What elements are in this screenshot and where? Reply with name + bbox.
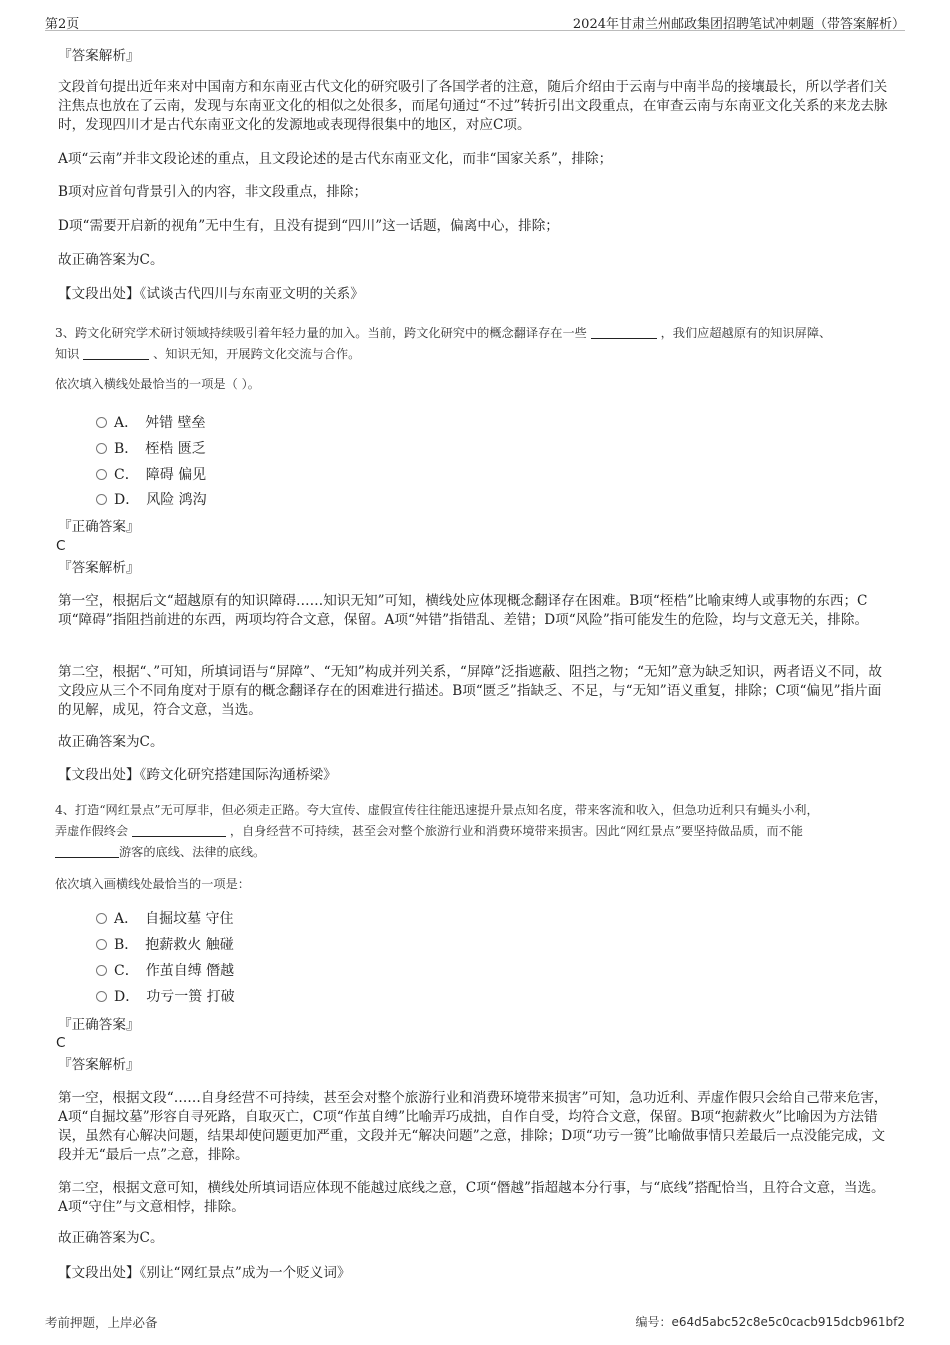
q4-source: 【文段出处】《别让“网红景点”成为一个贬义词》 (58, 1265, 351, 1281)
q4-blank-2 (55, 845, 119, 858)
radio-icon[interactable] (96, 443, 107, 454)
radio-icon[interactable] (96, 417, 107, 428)
q3-prompt: 依次填入横线处最恰当的一项是（ ）。 (55, 377, 260, 391)
q3-correct-label: 『正确答案』 (58, 519, 140, 535)
radio-icon[interactable] (96, 939, 107, 950)
q4-answer: C (56, 1035, 66, 1051)
page-number: 第2页 (45, 17, 80, 32)
q3-source: 【文段出处】《跨文化研究搭建国际沟通桥梁》 (58, 767, 337, 783)
radio-icon[interactable] (96, 913, 107, 924)
q3-analysis-para1: 第一空，根据后文“超越原有的知识障碍……知识无知”可知，横线处应体现概念翻译存在困难。B项“桎梏”比喻束缚人或事物的东西；C项“障碍”指阻挡前进的东西，两项均符合文意，保留。A项“舛错”指错乱、差错；D项“风险”指可能发生的危险，均与文意无关，排除。 (58, 593, 869, 628)
footer-code: 编号：e64d5abc52c8e5c0cacb915dcb961bf2 (635, 1315, 905, 1329)
radio-icon[interactable] (96, 494, 107, 505)
q2-analysis-para1: 文段首句提出近年来对中国南方和东南亚古代文化的研究吸引了各国学者的注意，随后介绍由于云南与中南半岛的接壤最长，所以学者们关注焦点也放在了云南，发现与东南亚文化的相似之处很多，而尾句通过“不过”转折引出文段重点，在审查云南与东南亚文化关系的来龙去脉时，发现四川才是古代东南亚文化的发源地或表现得很集中的地区，对应C项。 (58, 79, 888, 133)
q3-answer: C (56, 538, 66, 554)
q4-correct-label: 『正确答案』 (58, 1017, 140, 1033)
q4-prompt: 依次填入画横线处最恰当的一项是： (55, 877, 250, 891)
q4-option-a[interactable]: A． 自掘坟墓 守住 (96, 909, 234, 929)
q3-stem: 3、跨文化研究学术研讨领域持续吸引着年轻力量的加入。当前，跨文化研究中的概念翻译存在一些 ，我们应超越原有的知识屏障、 知识 、知识无知，开展跨文化交流与合作。 (55, 326, 832, 361)
q2-analysis-label: 『答案解析』 (58, 48, 140, 64)
page-footer (45, 1313, 905, 1331)
q3-analysis-para2: 第二空，根据“、”可知，所填词语与“屏障”、“无知”构成并列关系，“屏障”泛指遮蔽、阻挡之物；“无知”意为缺乏知识，两者语义不同，故文段应从三个不同角度对于原有的概念翻译存在的困难进行描述。B项“匮乏”指缺乏、不足，与“无知”语义重复，排除；C项“偏见”指片面的见解，成见，符合文意，当选。 (58, 664, 882, 718)
q3-option-a[interactable]: A． 舛错 壁垒 (96, 413, 206, 433)
q4-option-d[interactable]: D． 功亏一篑 打破 (96, 987, 235, 1007)
q4-option-b[interactable]: B． 抱薪救火 触碰 (96, 935, 234, 955)
radio-icon[interactable] (96, 965, 107, 976)
q3-blank-1 (591, 326, 657, 339)
radio-icon[interactable] (96, 469, 107, 480)
q4-option-c[interactable]: C． 作茧自缚 僭越 (96, 961, 234, 981)
q3-conclusion: 故正确答案为C。 (58, 734, 164, 750)
q4-analysis-label: 『答案解析』 (58, 1057, 140, 1073)
radio-icon[interactable] (96, 991, 107, 1002)
q3-option-b[interactable]: B． 桎梏 匮乏 (96, 439, 206, 459)
q4-stem: 4、打造“网红景点”无可厚非，但必须走正路。夸大宣传、虚假宣传往往能迅速提升景点知名度，带来客流和收入，但急功近利只有蝇头小利， 弄虚作假终会 ，自身经营不可持续，甚至会对整个旅游行业和消费环境带来损害。因此“网红景点”要坚持做品质，而不能 游客的底线、法律的底线。 (55, 803, 819, 859)
q2-analysis-d: D项“需要开启新的视角”无中生有，且没有提到“四川”这一话题，偏离中心，排除； (58, 218, 559, 234)
document-title: 2024年甘肃兰州邮政集团招聘笔试冲刺题（带答案解析） (572, 17, 905, 32)
page-header (45, 10, 905, 31)
q4-analysis-para2: 第二空，根据文意可知，横线处所填词语应体现不能越过底线之意，C项“僭越”指超越本分行事，与“底线”搭配恰当，且符合文意，当选。A项“守住”与文意相悖，排除。 (58, 1180, 885, 1215)
footer-slogan: 考前押题，上岸必备 (45, 1315, 158, 1330)
q2-conclusion: 故正确答案为C。 (58, 252, 164, 268)
q4-conclusion: 故正确答案为C。 (58, 1230, 164, 1246)
q3-analysis-label: 『答案解析』 (58, 560, 140, 576)
q3-option-d[interactable]: D． 风险 鸿沟 (96, 490, 207, 510)
q2-analysis-b: B项对应首句背景引入的内容，非文段重点，排除； (58, 184, 368, 200)
q4-analysis-para1: 第一空，根据文段“……自身经营不可持续，甚至会对整个旅游行业和消费环境带来损害”可知，急功近利、弄虚作假只会给自己带来危害，A项“自掘坟墓”形容自寻死路，自取灭亡，C项“作茧自缚”比喻弄巧成拙，自作自受，均符合文意，保留。B项“抱薪救火”比喻因为方法错误，虽然有心解决问题，结果却使问题更加严重，文段并无“解决问题”之意，排除；D项“功亏一篑”比喻做事情只差最后一点没能完成，文段并无“最后一点”之意，排除。 (58, 1090, 888, 1163)
q2-analysis-a: A项“云南”并非文段论述的重点，且文段论述的是古代东南亚文化，而非“国家关系”，排除； (58, 151, 613, 167)
q3-option-c[interactable]: C． 障碍 偏见 (96, 465, 206, 485)
q2-source: 【文段出处】《试谈古代四川与东南亚文明的关系》 (58, 286, 364, 302)
q4-blank-1 (132, 824, 226, 837)
q3-blank-2 (83, 347, 149, 360)
